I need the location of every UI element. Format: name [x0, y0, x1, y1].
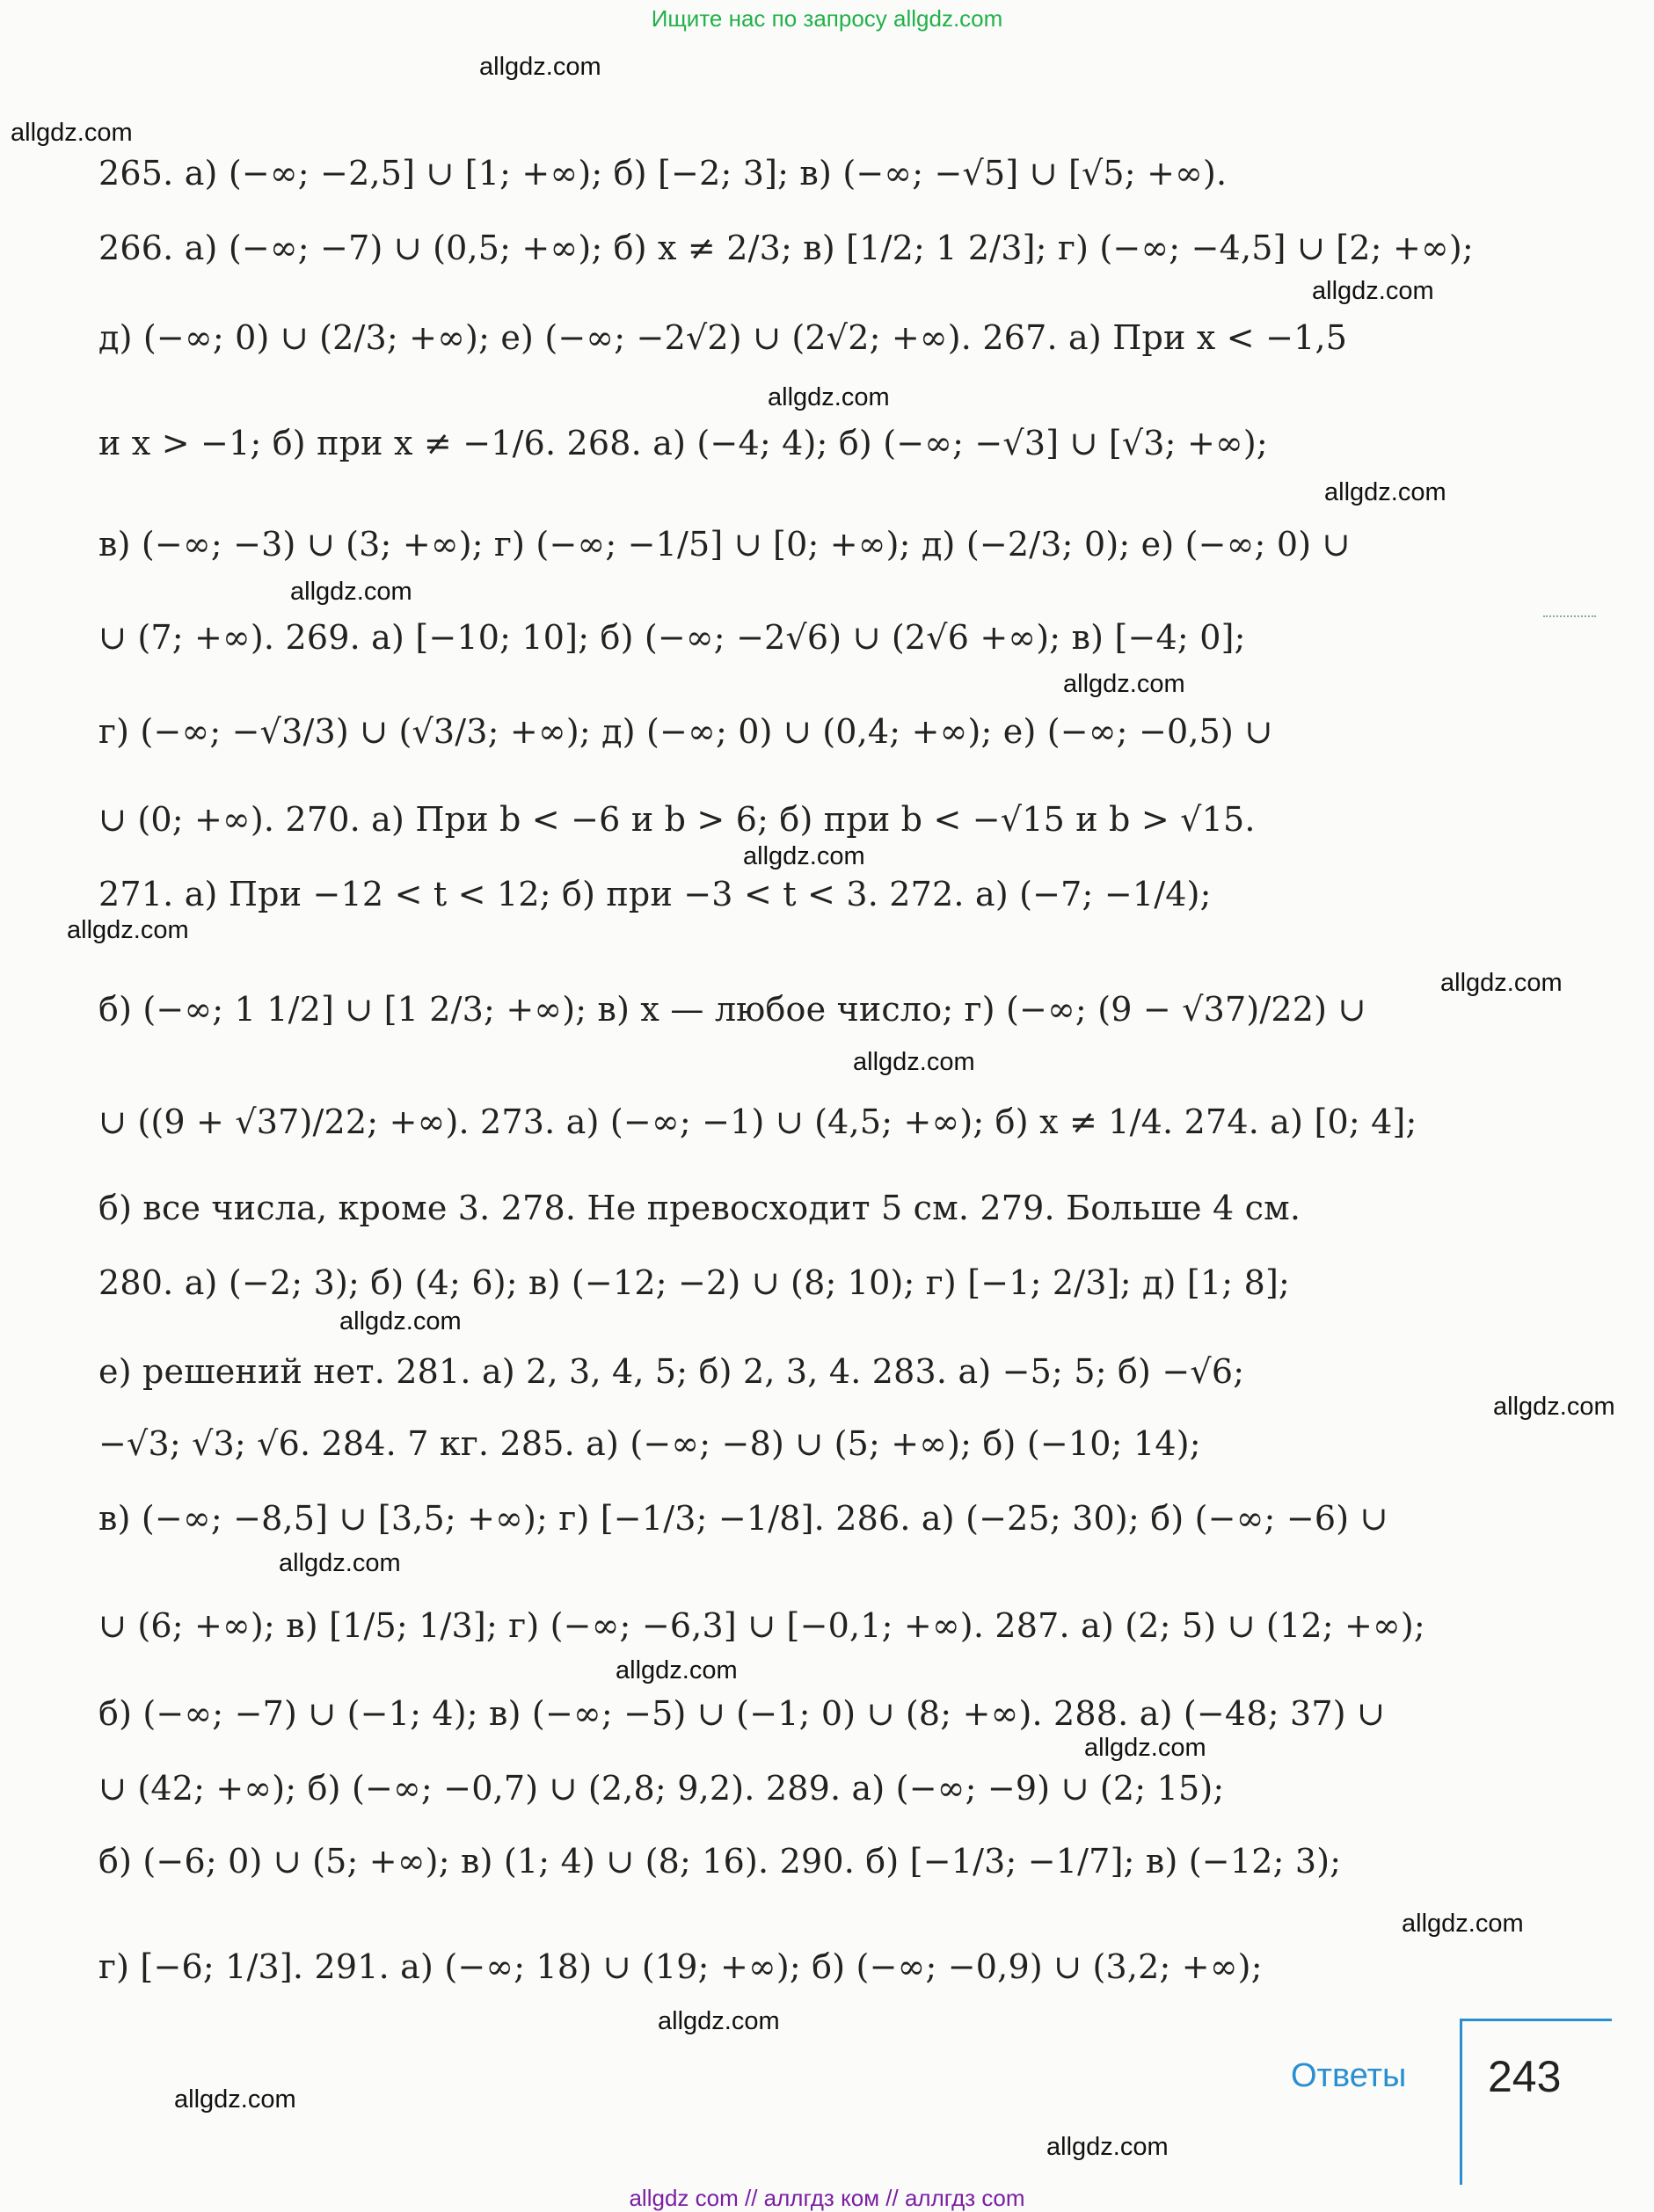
answer-line: 271. а) При −12 < t < 12; б) при −3 < t < 3. 272. а) (−7; −1/4); [98, 875, 1212, 913]
answer-line: д) (−∞; 0) ∪ (2/3; +∞); е) (−∞; −2√2) ∪ (2√2; +∞). 267. а) При x < −1,5 [98, 318, 1348, 357]
watermark: allgdz.com [616, 1656, 738, 1684]
watermark: allgdz.com [853, 1048, 975, 1076]
watermark: allgdz.com [479, 53, 601, 81]
page-number: 243 [1488, 2052, 1562, 2101]
answer-line: и x > −1; б) при x ≠ −1/6. 268. а) (−4; 4); б) (−∞; −√3] ∪ [√3; +∞); [98, 424, 1268, 462]
answer-line: ∪ ((9 + √37)/22; +∞). 273. а) (−∞; −1) ∪ (4,5; +∞); б) x ≠ 1/4. 274. а) [0; 4]; [98, 1102, 1417, 1141]
watermark: allgdz.com [1440, 969, 1563, 997]
answer-line: −√3; √3; √6. 284. 7 кг. 285. а) (−∞; −8) ∪ (5; +∞); б) (−10; 14); [98, 1424, 1201, 1463]
watermark: allgdz.com [768, 383, 890, 411]
answer-line: г) (−∞; −√3/3) ∪ (√3/3; +∞); д) (−∞; 0) ∪ (0,4; +∞); е) (−∞; −0,5) ∪ [98, 712, 1273, 751]
answer-line: б) (−6; 0) ∪ (5; +∞); в) (1; 4) ∪ (8; 16). 290. б) [−1/3; −1/7]; в) (−12; 3); [98, 1842, 1342, 1881]
watermark: allgdz.com [1046, 2133, 1169, 2161]
answer-line: ∪ (0; +∞). 270. а) При b < −6 и b > 6; б) при b < −√15 и b > √15. [98, 800, 1256, 839]
watermark: allgdz.com [290, 578, 412, 606]
answer-line: б) (−∞; 1 1/2] ∪ [1 2/3; +∞); в) x — любое число; г) (−∞; (9 − √37)/22) ∪ [98, 990, 1366, 1029]
watermark: allgdz.com [1402, 1910, 1524, 1938]
watermark: allgdz.com [67, 916, 189, 944]
answer-line: е) решений нет. 281. а) 2, 3, 4, 5; б) 2, 3, 4. 283. а) −5; 5; б) −√6; [98, 1352, 1245, 1391]
watermark: allgdz.com [1312, 277, 1434, 305]
answer-line: в) (−∞; −8,5] ∪ [3,5; +∞); г) [−1/3; −1/8]. 286. а) (−25; 30); б) (−∞; −6) ∪ [98, 1499, 1388, 1538]
answer-line: 265. а) (−∞; −2,5] ∪ [1; +∞); б) [−2; 3]; в) (−∞; −√5] ∪ [√5; +∞). [98, 154, 1228, 193]
bottom-banner: allgdz com // аллгдз ком // аллгдз com [629, 2185, 1025, 2211]
answer-line: ∪ (6; +∞); в) [1/5; 1/3]; г) (−∞; −6,3] ∪ [−0,1; +∞). 287. а) (2; 5) ∪ (12; +∞); [98, 1606, 1425, 1645]
answer-line: в) (−∞; −3) ∪ (3; +∞); г) (−∞; −1/5] ∪ [0; +∞); д) (−2/3; 0); е) (−∞; 0) ∪ [98, 525, 1351, 564]
answer-line: ∪ (42; +∞); б) (−∞; −0,7) ∪ (2,8; 9,2). 289. а) (−∞; −9) ∪ (2; 15); [98, 1769, 1225, 1808]
watermark: allgdz.com [1084, 1734, 1206, 1762]
dotted-mark [1543, 615, 1596, 617]
answer-line: ∪ (7; +∞). 269. а) [−10; 10]; б) (−∞; −2√6) ∪ (2√6 +∞); в) [−4; 0]; [98, 618, 1246, 657]
watermark: allgdz.com [1324, 478, 1446, 506]
watermark: allgdz.com [11, 119, 133, 147]
watermark: allgdz.com [174, 2085, 296, 2114]
watermark: allgdz.com [339, 1307, 462, 1335]
watermark: allgdz.com [743, 842, 865, 870]
watermark: allgdz.com [1493, 1393, 1615, 1421]
answer-line: 280. а) (−2; 3); б) (4; 6); в) (−12; −2) ∪ (8; 10); г) [−1; 2/3]; д) [1; 8]; [98, 1263, 1290, 1302]
answer-line: 266. а) (−∞; −7) ∪ (0,5; +∞); б) x ≠ 2/3; в) [1/2; 1 2/3]; г) (−∞; −4,5] ∪ [2; +∞); [98, 229, 1474, 267]
answer-line: б) все числа, кроме 3. 278. Не превосходит 5 см. 279. Больше 4 см. [98, 1189, 1301, 1227]
watermark: allgdz.com [658, 2007, 780, 2035]
watermark: allgdz.com [279, 1549, 401, 1577]
watermark: allgdz.com [1063, 670, 1185, 698]
top-banner: Ищите нас по запросу allgdz.com [651, 5, 1003, 32]
answer-line: б) (−∞; −7) ∪ (−1; 4); в) (−∞; −5) ∪ (−1; 0) ∪ (8; +∞). 288. а) (−48; 37) ∪ [98, 1694, 1386, 1733]
section-label: Ответы [1291, 2057, 1407, 2094]
answer-line: г) [−6; 1/3]. 291. а) (−∞; 18) ∪ (19; +∞); б) (−∞; −0,9) ∪ (3,2; +∞); [98, 1947, 1263, 1986]
